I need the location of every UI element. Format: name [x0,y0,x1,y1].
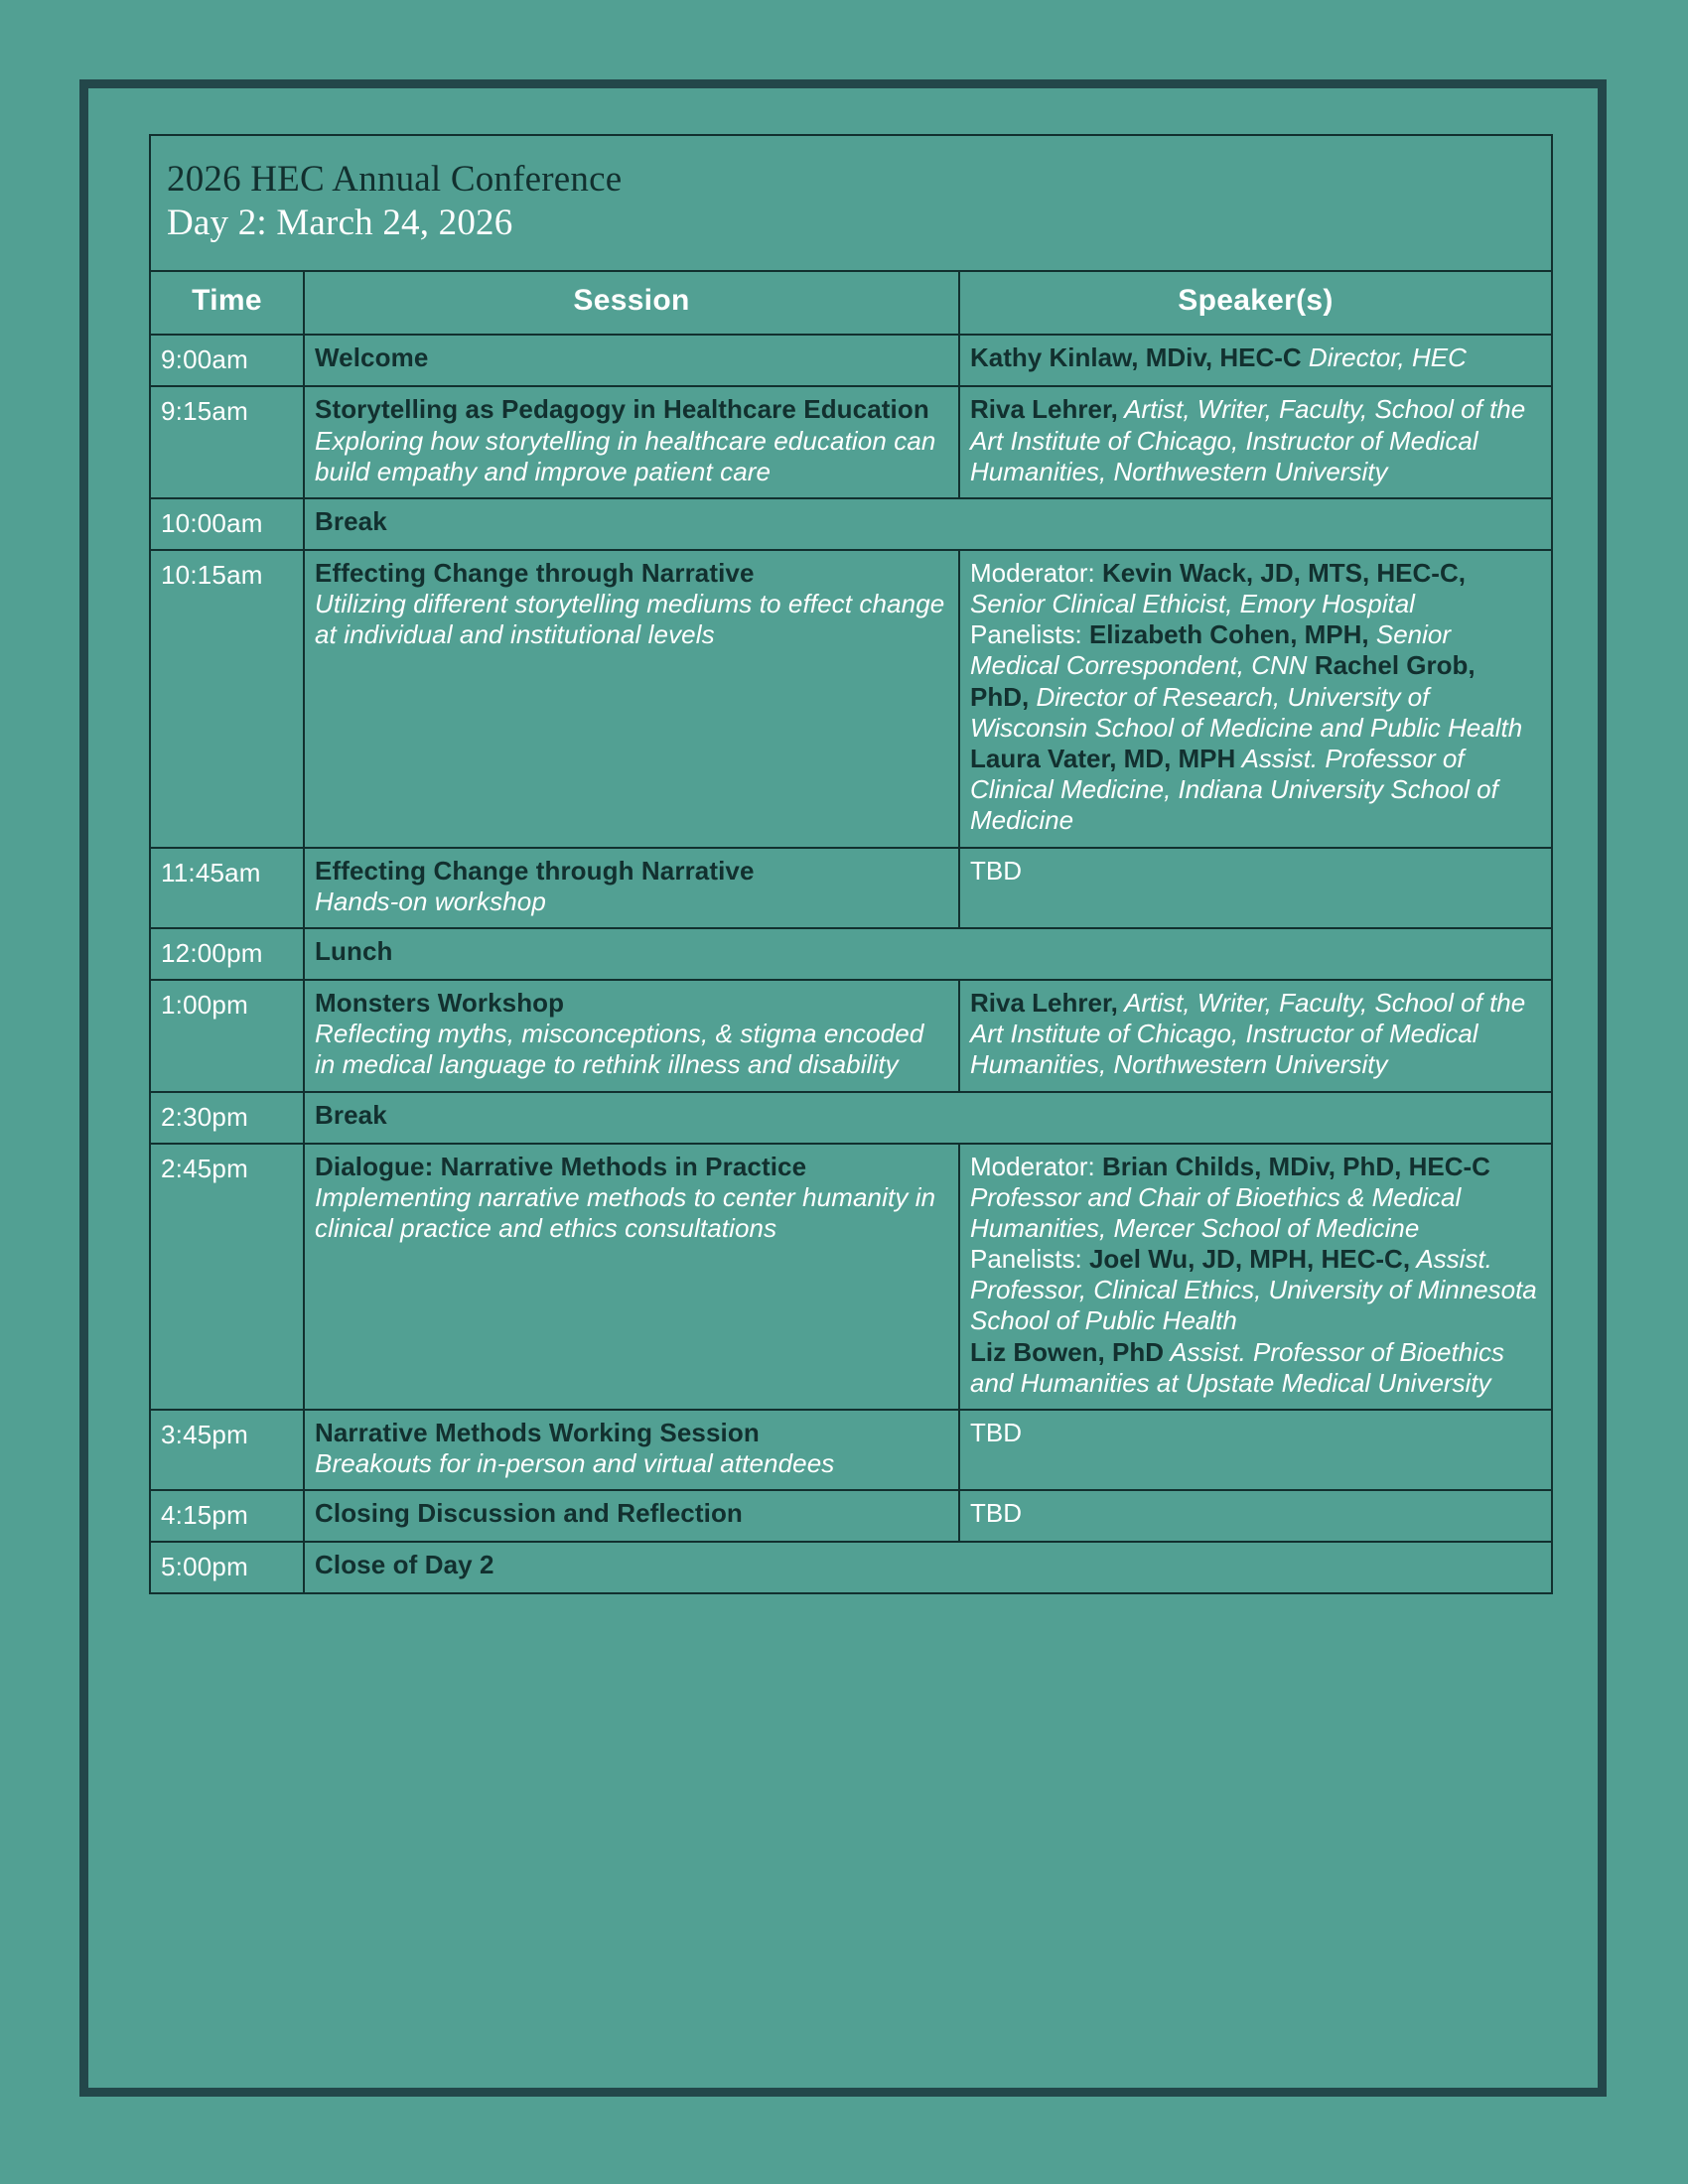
cell-session [304,335,959,386]
speaker-segment-name: Riva Lehrer, [970,987,1118,1018]
column-header-session: Session [304,271,959,335]
cell-session [304,1490,959,1542]
document-title-cell [150,135,1552,271]
speaker-segment-role: Artist, Writer, Faculty, School of the Art Institute of Chicago, Instructor of Medical Humanities, Northwestern University [970,394,1526,486]
session-title: Break [315,505,387,536]
speaker-segment-role: Assist. Professor, Clinical Ethics, University of Minnesota School of Public Health [970,1244,1537,1336]
cell-time: 12:00pm [150,928,304,980]
speaker-segment-label: Panelists: [970,1244,1089,1275]
speaker-segment-role: Senior Clinical Ethicist, Emory Hospital [970,589,1415,619]
session-title: Effecting Change through Narrative [315,557,755,588]
cell-time: 2:45pm [150,1144,304,1411]
cell-time: 9:15am [150,386,304,498]
cell-session [304,498,1552,550]
page-subtitle: Day 2: March 24, 2026 [167,202,513,243]
session-title: Narrative Methods Working Session [315,1418,760,1447]
cell-speakers [959,386,1552,498]
cell-session [304,1542,1552,1593]
speaker-segment-role: Professor and Chair of Bioethics & Medical Humanities, Mercer School of Medicine [970,1181,1462,1243]
session-title: Close of Day 2 [315,1550,494,1580]
session-description: Implementing narrative methods to center humanity in clinical practice and ethics consultations [315,1181,936,1243]
schedule-container [149,134,1551,1594]
table-row [150,386,1552,498]
cell-speakers [959,1490,1552,1542]
table-body [150,335,1552,1593]
speaker-segment-name: Kathy Kinlaw, MDiv, HEC-C [970,342,1309,373]
speaker-segment-label: Moderator: [970,1151,1102,1181]
cell-session [304,550,959,848]
speaker-segment-role: Director of Research, University of Wisconsin School of Medicine and Public Health [970,681,1523,743]
speaker-segment-name: Elizabeth Cohen, MPH, [1088,619,1369,650]
table-row [150,335,1552,386]
speaker-segment-name: Liz Bowen, PhD [970,1336,1164,1367]
session-title: Welcome [315,342,429,373]
speaker-segment-role: Assist. Professor of Clinical Medicine, Indiana University School of Medicine [970,744,1498,836]
session-title: Monsters Workshop [315,987,565,1018]
table-row [150,980,1552,1092]
cell-session [304,1144,959,1411]
session-title: Storytelling as Pedagogy in Healthcare Education [315,394,929,425]
cell-time: 10:00am [150,498,304,550]
table-row [150,498,1552,550]
cell-session [304,1410,959,1490]
conference-schedule-table [149,134,1553,1594]
cell-speakers [959,335,1552,386]
cell-session [304,1092,1552,1144]
table-row [150,550,1552,848]
column-header-row [150,271,1552,335]
session-description: Breakouts for in-person and virtual attendees [315,1448,835,1479]
cell-speakers [959,1410,1552,1490]
speaker-segment-label: Moderator: [970,557,1102,588]
session-description: Utilizing different storytelling mediums to effect change at individual and institutional levels [315,589,945,650]
session-title: Effecting Change through Narrative [315,855,755,886]
table-row [150,1144,1552,1411]
speaker-segment-name: Joel Wu, JD, MPH, HEC-C, [1088,1244,1411,1275]
speaker-segment-plain: TBD [970,1498,1022,1529]
table-row [150,1490,1552,1542]
table-row [150,1410,1552,1490]
table-row [150,1092,1552,1144]
cell-time: 3:45pm [150,1410,304,1490]
speaker-segment-role: Artist, Writer, Faculty, School of the Art Institute of Chicago, Instructor of Medical Humanities, Northwestern University [970,987,1526,1080]
speaker-segment-role: Assist. Professor of Bioethics and Humanities at Upstate Medical University [970,1336,1504,1398]
session-title: Dialogue: Narrative Methods in Practice [315,1151,807,1181]
speaker-segment-name: Laura Vater, MD, MPH [970,744,1236,773]
speaker-segment-plain: TBD [970,1418,1022,1447]
cell-time: 1:00pm [150,980,304,1092]
cell-speakers [959,1144,1552,1411]
cell-speakers [959,848,1552,928]
cell-session [304,980,959,1092]
speaker-segment-name: Brian Childs, MDiv, PhD, HEC-C [1101,1151,1490,1181]
table-row [150,928,1552,980]
session-title: Break [315,1099,387,1130]
title-row [150,135,1552,271]
session-description: Exploring how storytelling in healthcare education can build empathy and improve patient care [315,425,936,486]
speaker-segment-role: Director, HEC [1308,342,1467,373]
session-title: Lunch [315,935,393,966]
cell-speakers [959,550,1552,848]
cell-time: 9:00am [150,335,304,386]
speaker-segment-name: Kevin Wack, JD, MTS, HEC-C, [1101,557,1466,588]
speaker-segment-name: Rachel Grob, PhD, [970,650,1476,712]
cell-session [304,848,959,928]
cell-time: 5:00pm [150,1542,304,1593]
cell-session [304,386,959,498]
table-row [150,1542,1552,1593]
column-header-speakers: Speaker(s) [959,271,1552,335]
cell-speakers [959,980,1552,1092]
table-row [150,848,1552,928]
speaker-segment-plain: TBD [970,855,1022,886]
cell-session [304,928,1552,980]
session-title: Closing Discussion and Reflection [315,1498,743,1529]
session-description: Hands-on workshop [315,886,546,916]
speaker-segment-role: Senior Medical Correspondent, CNN [970,619,1452,681]
table-head [150,135,1552,335]
speaker-segment-name: Riva Lehrer, [970,394,1118,425]
session-description: Reflecting myths, misconceptions, & stigma encoded in medical language to rethink illness and disability [315,1019,924,1080]
cell-time: 4:15pm [150,1490,304,1542]
cell-time: 10:15am [150,550,304,848]
cell-time: 2:30pm [150,1092,304,1144]
page-title: 2026 HEC Annual Conference [167,159,623,200]
column-header-time: Time [150,271,304,335]
speaker-segment-label: Panelists: [970,619,1089,650]
cell-time: 11:45am [150,848,304,928]
